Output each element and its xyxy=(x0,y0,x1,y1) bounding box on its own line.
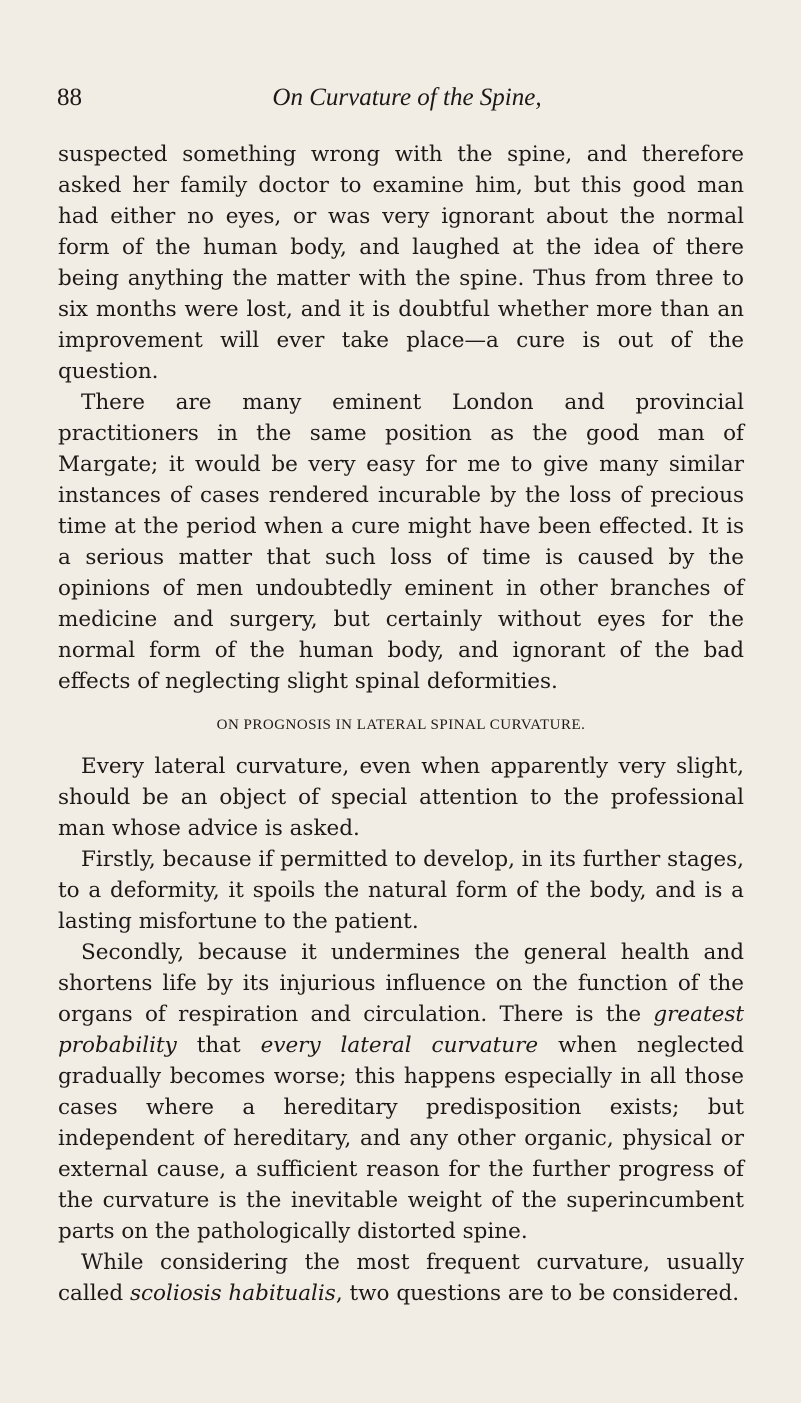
paragraph: There are many eminent London and provincial practitioners in the same position as the good man of Margate; it would be very easy for me to give many similar instances of cases rendered incurable by the loss of precious time at the period when a cure might have been effected. It is a serious matter that such loss of time is caused by the opinions of men undoubtedly eminent in other branches of medicine and surgery, but certainly without eyes for the normal form of the human body, and ignorant of the bad effects of neglecting slight spinal deformities. xyxy=(58,390,744,694)
paragraph-text: when neglected gradually becomes worse; this happens especially in all those cases where a hereditary predisposition exists; but independent of hereditary, and any other organic, physical or external cause, a sufficient reason for the further progress of the curvature is the inevitable weight of the superincumbent parts on the pathologically distorted spine. xyxy=(58,1033,744,1244)
paragraph: Every lateral curvature, even when apparently very slight, should be an object of special attention to the professional man whose advice is asked. xyxy=(58,754,744,841)
emphasis-text: every lateral curvature xyxy=(260,1033,539,1058)
body-text xyxy=(58,139,744,1309)
paragraph xyxy=(58,1247,744,1309)
paragraph: Firstly, because if permitted to develop, in its further stages, to a deformity, it spoils the natural form of the body, and is a lasting misfortune to the patient. xyxy=(58,847,744,934)
paragraph-text: While considering the most frequent curvature, usually called xyxy=(58,1250,744,1306)
emphasis-text: greatest probability xyxy=(58,1002,744,1058)
emphasis-text: scoliosis habitualis xyxy=(129,1281,336,1306)
section-heading: ON PROGNOSIS IN LATERAL SPINAL CURVATURE. xyxy=(216,717,586,733)
running-title: On Curvature of the Spine, xyxy=(272,84,542,111)
paragraph: suspected something wrong with the spine, and therefore asked her family doctor to examine him, but this good man had either no eyes, or was very ignorant about the normal form of the human body, and laughed at the idea of there being anything the matter with the spine. Thus from three to six months were lost, and it is doubtful whether more than an improvement will ever take place—a cure is out of the question. xyxy=(58,142,744,384)
page-number: 88 xyxy=(57,84,82,111)
paragraph xyxy=(58,937,744,1247)
paragraph-text: , two questions are to be considered. xyxy=(335,1281,740,1306)
paragraph-text: Secondly, because it undermines the general health and shortens life by its injurious influence on the function of the organs of respiration and circulation. There is the xyxy=(58,940,744,1027)
paragraph-text: that xyxy=(176,1033,261,1058)
page-header xyxy=(57,84,757,124)
